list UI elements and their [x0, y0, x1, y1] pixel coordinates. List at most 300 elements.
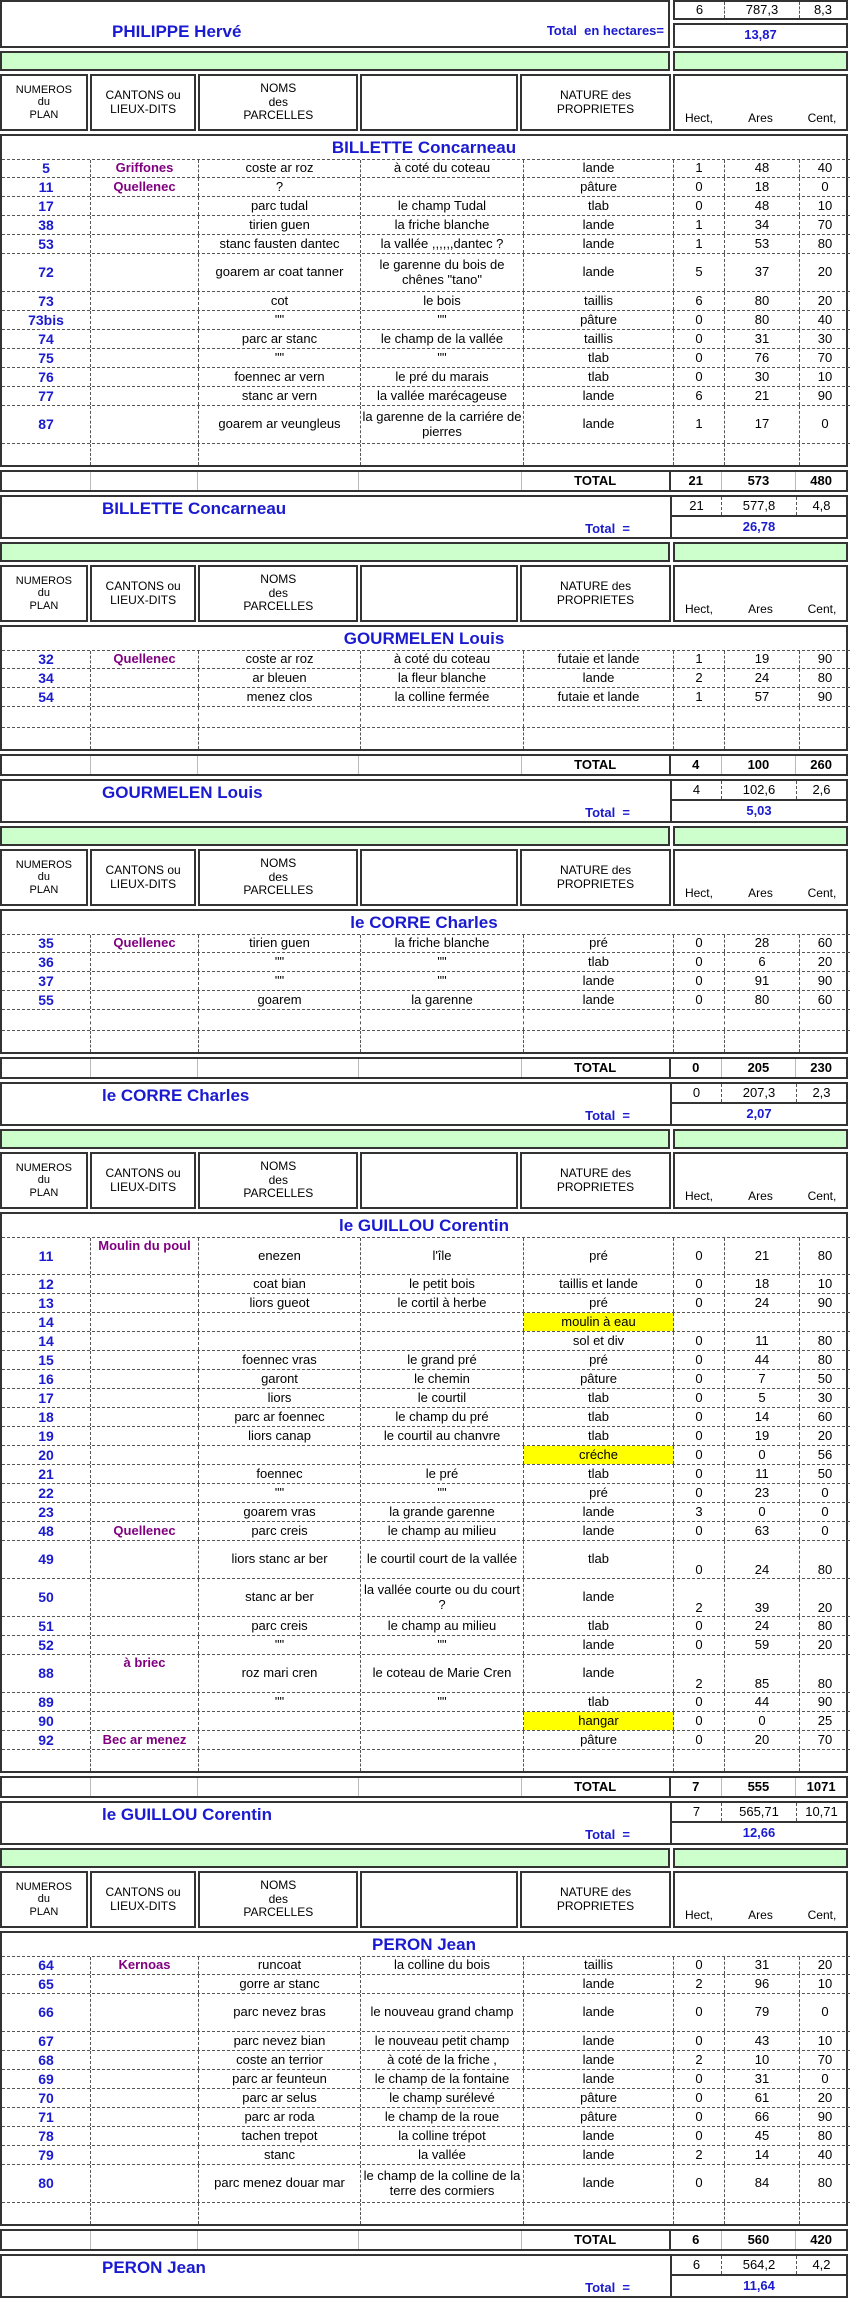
lieu-dit: [91, 368, 199, 386]
parcel-translation: "": [361, 349, 524, 367]
parcel-translation: la colline du bois: [361, 1957, 524, 1974]
nature: tlab: [524, 1617, 674, 1635]
parcel-translation: la vallée ,,,,,,dantec ?: [361, 235, 524, 253]
hect: 0: [674, 953, 725, 971]
parcel-table: [0, 134, 848, 467]
nature: lande: [524, 2070, 674, 2088]
total-label: TOTAL: [522, 756, 671, 774]
ares: 61: [725, 2089, 800, 2107]
cent: 80: [817, 1247, 833, 1263]
hect: 0: [674, 1693, 725, 1711]
cent: 30: [817, 330, 833, 346]
section-owner-title: le GUILLOU Corentin: [339, 1215, 509, 1235]
ares: 14: [725, 1408, 800, 1426]
parcel-name: parc nevez bian: [199, 2032, 361, 2050]
hect: 0: [674, 1484, 725, 1502]
plan-number: 80: [2, 2165, 91, 2202]
cent: 80: [817, 2175, 833, 2191]
nature: lande: [524, 2146, 674, 2164]
nature: lande: [524, 1636, 674, 1654]
parcel-name: [199, 1313, 361, 1331]
header-ares: Ares: [748, 602, 773, 617]
parcel-row: [2, 2051, 850, 2070]
cent: [800, 1313, 850, 1331]
nature: pré: [524, 935, 674, 952]
parcel-name: cot: [199, 292, 361, 310]
parcel-row: [2, 2070, 850, 2089]
parcel-translation: la vallée: [361, 2146, 524, 2164]
cent: 20: [817, 1427, 833, 1443]
plan-number: 73bis: [2, 311, 91, 329]
parcel-name: "": [199, 972, 361, 990]
ares: 96: [725, 1975, 800, 1993]
plan-number: 78: [2, 2127, 91, 2145]
ares: 21: [725, 1238, 800, 1274]
plan-number: 79: [2, 2146, 91, 2164]
nature: taillis: [524, 292, 674, 310]
parcel-row: [2, 2032, 850, 2051]
parcel-translation: le cortil à herbe: [361, 1294, 524, 1312]
cent: 70: [817, 349, 833, 365]
conversion-row: [672, 2256, 846, 2276]
nature: tlab: [524, 349, 674, 367]
ares: 48: [725, 160, 800, 177]
parcel-row: [2, 1956, 850, 1975]
hect: 1: [674, 651, 725, 668]
lieu-dit: [91, 406, 199, 443]
conv-hect: 0: [672, 1084, 722, 1102]
nature: futaie et lande: [524, 651, 674, 668]
conversion-row: [672, 1803, 846, 1823]
parcel-name: liors: [199, 1389, 361, 1407]
lieu-dit: [91, 1465, 199, 1483]
conv-ares: 564,2: [722, 2256, 797, 2274]
lieu-dit: [91, 1994, 199, 2031]
parcel-name: parc creis: [199, 1617, 361, 1635]
header-translation: [360, 1871, 518, 1928]
parcel-translation: [361, 1975, 524, 1993]
header-translation: [360, 849, 518, 906]
lieu-dit: [91, 1693, 199, 1711]
ares: 7: [725, 1370, 800, 1388]
parcel-row: [2, 216, 850, 235]
nature: pâture: [524, 1370, 674, 1388]
header-noms: NOMS des PARCELLES: [198, 1871, 358, 1928]
hect: 0: [674, 197, 725, 215]
lieu-dit: [91, 1313, 199, 1331]
ares: 21: [725, 387, 800, 405]
header-numeros: NUMEROS du PLAN: [0, 74, 88, 131]
parcel-name: coste an terrior: [199, 2051, 361, 2069]
parcel-row: [2, 991, 850, 1010]
hect: 0: [674, 1446, 725, 1464]
hect: 6: [674, 387, 725, 405]
parcel-row: [2, 1332, 850, 1351]
parcel-translation: le grand pré: [361, 1351, 524, 1369]
ares: 63: [725, 1522, 800, 1540]
hect: 2: [674, 1975, 725, 1993]
header-cent: Cent,: [807, 111, 837, 126]
lieu-dit: [91, 1484, 199, 1502]
previous-owner-name: PHILIPPE Hervé: [112, 22, 242, 41]
total-row: [0, 1776, 848, 1798]
nature: pâture: [524, 178, 674, 196]
hect: 2: [674, 669, 725, 687]
parcel-name: tirien guen: [199, 216, 361, 234]
parcel-name: parc ar feunteun: [199, 2070, 361, 2088]
parcel-row: [2, 235, 850, 254]
nature: tlab: [524, 197, 674, 215]
parcel-name: stanc: [199, 2146, 361, 2164]
header-numeros: NUMEROS du PLAN: [0, 565, 88, 622]
ares: 59: [725, 1636, 800, 1654]
parcel-row: [2, 1541, 850, 1579]
parcel-name: enezen: [199, 1238, 361, 1274]
cent: 80: [817, 235, 833, 251]
ares: 80: [725, 292, 800, 310]
nature: hangar: [524, 1712, 674, 1730]
lieu-dit: [91, 1541, 199, 1578]
header-cantons: CANTONS ou LIEUX-DITS: [90, 74, 197, 131]
conv-hect: 21: [672, 497, 722, 515]
lieu-dit: [91, 972, 199, 990]
column-header-row: [0, 1871, 848, 1928]
header-nature: NATURE des PROPRIETES: [520, 1871, 671, 1928]
plan-number: 69: [2, 2070, 91, 2088]
owner-section: [0, 1129, 848, 1845]
parcel-name: parc ar stanc: [199, 330, 361, 348]
ares: 45: [725, 2127, 800, 2145]
parcel-row: [2, 2127, 850, 2146]
nature: lande: [524, 1655, 674, 1692]
lieu-dit: [91, 1712, 199, 1730]
parcel-row: [2, 669, 850, 688]
nature: pré: [524, 1238, 674, 1274]
cent: 40: [817, 2146, 833, 2162]
parcel-name: [199, 1446, 361, 1464]
summary-owner-name: BILLETTE Concarneau: [102, 499, 287, 518]
total-cent: 260: [810, 756, 832, 772]
parcel-row: [2, 368, 850, 387]
lieu-dit: [91, 1294, 199, 1312]
ares: 44: [725, 1351, 800, 1369]
parcel-name: "": [199, 349, 361, 367]
conv-ares: 577,8: [722, 497, 797, 515]
green-separator: [0, 1848, 848, 1868]
prev-conversion-row: [673, 0, 848, 20]
conv-ares: 102,6: [722, 781, 797, 799]
prev-cent: 8,3: [813, 2, 833, 17]
empty-row: [2, 1750, 850, 1771]
hect: 1: [674, 406, 725, 443]
lieu-dit: [91, 1351, 199, 1369]
previous-owner-name-cell: [0, 0, 670, 48]
lieu-dit: [91, 1975, 199, 1993]
parcel-name: runcoat: [199, 1957, 361, 1974]
ares: 80: [725, 991, 800, 1009]
plan-number: 74: [2, 330, 91, 348]
cent: 80: [817, 1562, 833, 1578]
parcel-name: "": [199, 1693, 361, 1711]
parcel-translation: le coteau de Marie Cren: [361, 1655, 524, 1692]
ares: 0: [725, 1503, 800, 1521]
hect: [674, 1313, 725, 1331]
parcel-translation: le garenne du bois de chênes "tano": [361, 254, 524, 291]
lieu-dit: Quellenec: [91, 1522, 199, 1540]
nature: tlab: [524, 953, 674, 971]
parcel-translation: la colline trépot: [361, 2127, 524, 2145]
ares: 91: [725, 972, 800, 990]
ares: 19: [725, 1427, 800, 1445]
ares: 66: [725, 2108, 800, 2126]
parcel-translation: la vallée courte ou du court ?: [361, 1579, 524, 1616]
hect: 0: [674, 1994, 725, 2031]
lieu-dit: [91, 254, 199, 291]
cent: 80: [817, 1676, 833, 1692]
ares: 23: [725, 1484, 800, 1502]
lieu-dit: [91, 2070, 199, 2088]
parcel-name: coste ar roz: [199, 160, 361, 177]
parcel-name: parc ar roda: [199, 2108, 361, 2126]
column-header-row: [0, 1152, 848, 1209]
plan-number: 32: [2, 651, 91, 668]
hect: 0: [674, 1522, 725, 1540]
header-hect: Hect,: [684, 1908, 713, 1923]
cent: 70: [817, 2051, 833, 2067]
ares: 19: [725, 651, 800, 668]
conversion-row: [672, 497, 846, 517]
total-equals-value: 5,03: [746, 802, 772, 818]
total-hect: 6: [671, 2231, 722, 2249]
cent: 0: [821, 178, 829, 194]
parcel-translation: la garenne: [361, 991, 524, 1009]
parcel-translation: [361, 1332, 524, 1350]
total-hect: 7: [671, 1778, 722, 1796]
plan-number: 17: [2, 197, 91, 215]
lieu-dit: Quellenec: [91, 935, 199, 952]
total-label: TOTAL: [522, 1778, 671, 1796]
parcel-table: [0, 909, 848, 1054]
parcel-name: "": [199, 1484, 361, 1502]
cent: 50: [817, 1370, 833, 1386]
nature: lande: [524, 406, 674, 443]
lieu-dit: [91, 2108, 199, 2126]
lieu-dit: [91, 1579, 199, 1616]
header-cent: Cent,: [807, 1908, 837, 1923]
parcel-row: [2, 1294, 850, 1313]
plan-number: 15: [2, 1351, 91, 1369]
lieu-dit: [91, 1408, 199, 1426]
parcel-translation: la fleur blanche: [361, 669, 524, 687]
conv-ares: 565,71: [722, 1803, 797, 1821]
total-row: [0, 2229, 848, 2251]
header-hect: Hect,: [684, 111, 713, 126]
lieu-dit: Griffones: [91, 160, 199, 177]
total-ares: 100: [722, 756, 797, 774]
plan-number: 72: [2, 254, 91, 291]
plan-number: 38: [2, 216, 91, 234]
parcel-translation: la colline fermée: [361, 688, 524, 706]
total-ares: 560: [722, 2231, 797, 2249]
parcel-translation: "": [361, 1636, 524, 1654]
owner-summary: [0, 779, 848, 823]
ares: 31: [725, 330, 800, 348]
parcel-translation: à coté du coteau: [361, 651, 524, 668]
ares: 34: [725, 216, 800, 234]
parcel-translation: l'île: [361, 1238, 524, 1274]
ares: 10: [725, 2051, 800, 2069]
header-translation: [360, 1152, 518, 1209]
plan-number: 55: [2, 991, 91, 1009]
plan-number: 68: [2, 2051, 91, 2069]
cent: 20: [817, 292, 833, 308]
header-cent: Cent,: [807, 886, 837, 901]
plan-number: 17: [2, 1389, 91, 1407]
green-separator: [0, 51, 848, 71]
total-cent: 420: [810, 2231, 832, 2247]
parcel-translation: le champ de la roue: [361, 2108, 524, 2126]
ares: 18: [725, 178, 800, 196]
hect: 2: [674, 2146, 725, 2164]
plan-number: 89: [2, 1693, 91, 1711]
hect: 0: [674, 2032, 725, 2050]
cent: 80: [817, 1332, 833, 1348]
parcel-row: [2, 1484, 850, 1503]
parcel-table: [0, 625, 848, 751]
nature: taillis: [524, 330, 674, 348]
prev-ares: 787,3: [725, 2, 800, 18]
nature: lande: [524, 1503, 674, 1521]
parcel-rows: [2, 650, 846, 749]
parcel-translation: "": [361, 972, 524, 990]
plan-number: 11: [2, 1238, 91, 1274]
parcel-translation: la friche blanche: [361, 935, 524, 952]
lieu-dit: [91, 669, 199, 687]
green-separator: [0, 1129, 848, 1149]
total-equals-value: 2,07: [746, 1105, 772, 1121]
total-label: TOTAL: [522, 1059, 671, 1077]
hect: 0: [674, 1370, 725, 1388]
hect: 2: [674, 1579, 725, 1616]
parcel-name: goarem ar veungleus: [199, 406, 361, 443]
nature: lande: [524, 160, 674, 177]
parcel-translation: la friche blanche: [361, 216, 524, 234]
column-header-row: [0, 849, 848, 906]
ares: 48: [725, 197, 800, 215]
parcel-table: [0, 1931, 848, 2226]
conv-hect: 4: [672, 781, 722, 799]
total-row: [0, 470, 848, 492]
ares: 24: [725, 1617, 800, 1635]
hect: 0: [674, 1389, 725, 1407]
lieu-dit: [91, 235, 199, 253]
plan-number: 13: [2, 1294, 91, 1312]
parcel-translation: le champ Tudal: [361, 197, 524, 215]
parcel-name: garont: [199, 1370, 361, 1388]
lieu-dit: [91, 1503, 199, 1521]
parcel-translation: [361, 178, 524, 196]
plan-number: 51: [2, 1617, 91, 1635]
owner-summary: [0, 1082, 848, 1126]
top-summary: [0, 0, 848, 48]
hect: 0: [674, 330, 725, 348]
header-cent: Cent,: [807, 1189, 837, 1204]
hect: 0: [674, 1636, 725, 1654]
cent: 20: [817, 953, 833, 969]
nature: pâture: [524, 1731, 674, 1749]
parcel-translation: à coté de la friche ,: [361, 2051, 524, 2069]
ares: 20: [725, 1731, 800, 1749]
plan-number: 77: [2, 387, 91, 405]
nature: pâture: [524, 2089, 674, 2107]
header-numeros: NUMEROS du PLAN: [0, 1871, 88, 1928]
parcel-translation: le nouveau petit champ: [361, 2032, 524, 2050]
parcel-row: [2, 1975, 850, 1994]
nature: pré: [524, 1484, 674, 1502]
plan-number: 14: [2, 1313, 91, 1331]
parcel-row: [2, 972, 850, 991]
lieu-dit: [91, 1370, 199, 1388]
hect: 0: [674, 1427, 725, 1445]
nature: lande: [524, 972, 674, 990]
header-ares: Ares: [748, 1189, 773, 1204]
parcel-name: "": [199, 311, 361, 329]
lieu-dit: Moulin du poul: [91, 1238, 199, 1274]
prev-hect: 6: [675, 2, 725, 18]
ares: 44: [725, 1693, 800, 1711]
conv-cent: 2,3: [812, 1084, 831, 1100]
nature: tlab: [524, 1427, 674, 1445]
header-ares: Ares: [748, 1908, 773, 1923]
parcel-row: [2, 1237, 850, 1275]
nature: lande: [524, 1975, 674, 1993]
empty-row: [2, 1010, 850, 1031]
conv-hect: 7: [672, 1803, 722, 1821]
parcel-row: [2, 953, 850, 972]
total-cent: 480: [810, 472, 832, 488]
hect: 1: [674, 688, 725, 706]
parcel-row: [2, 254, 850, 292]
nature: lande: [524, 2051, 674, 2069]
nature: taillis: [524, 1957, 674, 1974]
ares: 31: [725, 1957, 800, 1974]
total-cent: 230: [810, 1059, 832, 1075]
cent: 70: [817, 1731, 833, 1747]
nature: moulin à eau: [524, 1313, 674, 1331]
parcel-row: [2, 1427, 850, 1446]
parcel-row: [2, 1655, 850, 1693]
owner-summary: [0, 495, 848, 539]
owner-section: [0, 51, 848, 539]
cent: 60: [817, 991, 833, 1007]
lieu-dit: [91, 991, 199, 1009]
ares: 80: [725, 311, 800, 329]
header-nature: NATURE des PROPRIETES: [520, 1152, 671, 1209]
hect: 0: [674, 1332, 725, 1350]
parcel-translation: le champ de la colline de la terre des cormiers: [361, 2165, 524, 2202]
parcel-translation: [361, 1446, 524, 1464]
cent: 20: [817, 1957, 833, 1973]
parcel-row: [2, 1712, 850, 1731]
ares: 84: [725, 2165, 800, 2202]
nature: tlab: [524, 1389, 674, 1407]
parcel-table: [0, 1212, 848, 1773]
cent: 90: [817, 651, 833, 667]
hect: 0: [674, 2070, 725, 2088]
header-cantons: CANTONS ou LIEUX-DITS: [90, 565, 197, 622]
parcel-name: roz mari cren: [199, 1655, 361, 1692]
header-area: [673, 1152, 848, 1209]
